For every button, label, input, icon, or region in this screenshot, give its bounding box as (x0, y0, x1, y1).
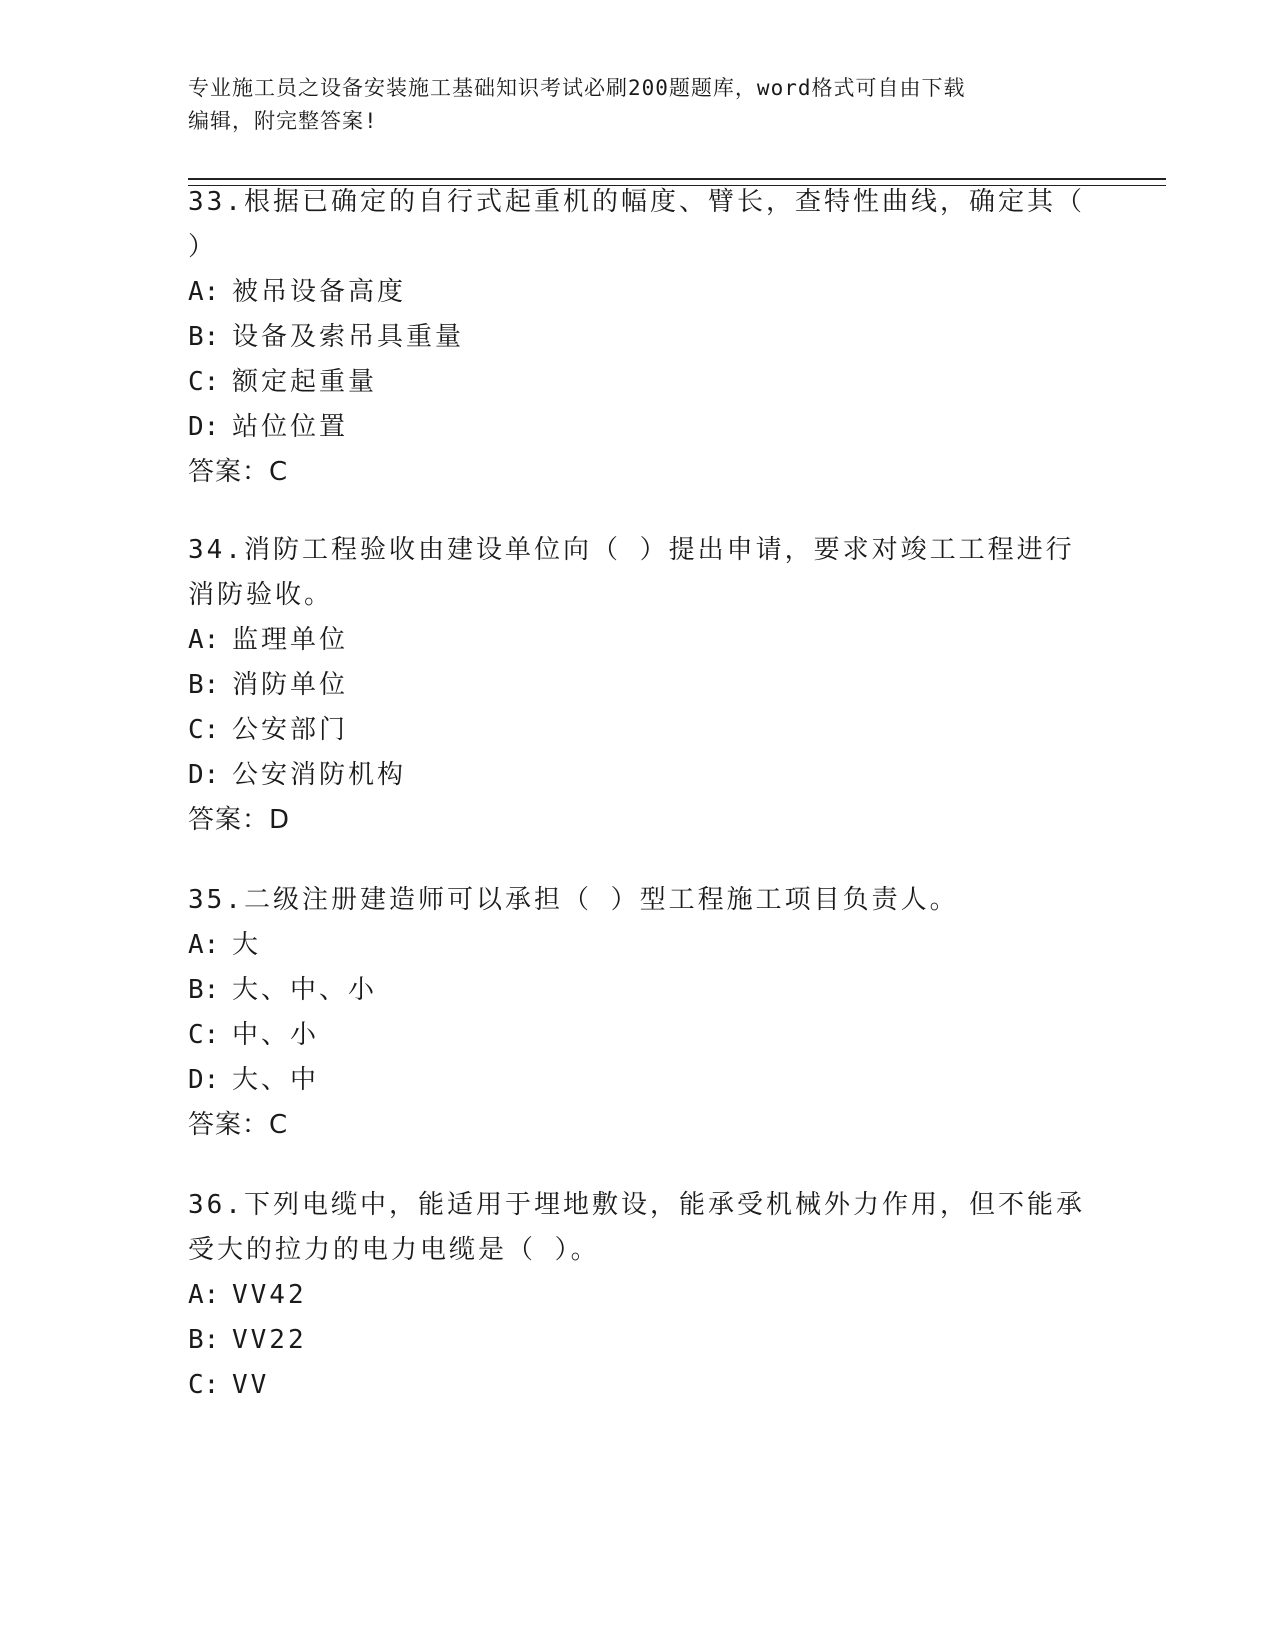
option-letter: A: (188, 277, 220, 307)
question-stem-line-1: 33.根据已确定的自行式起重机的幅度、臂长，查特性曲线，确定其（ (188, 187, 1085, 217)
option-d (188, 405, 1088, 450)
option-b (188, 968, 1088, 1013)
option-letter: C: (188, 367, 220, 397)
option-b (188, 663, 1088, 708)
answer-line: 答案：C (188, 457, 289, 487)
question-stem-line-2: 消防验收。 (188, 580, 334, 610)
option-c (188, 1363, 1088, 1408)
option-text: 大、中 (232, 1065, 320, 1095)
option-letter: B: (188, 975, 220, 1005)
option-b (188, 315, 1088, 360)
option-letter: A: (188, 1280, 220, 1310)
option-letter: B: (188, 322, 220, 352)
option-text: VV22 (232, 1325, 307, 1355)
option-letter: C: (188, 715, 220, 745)
option-text: 大、中、小 (232, 975, 378, 1005)
question-stem-line-2: 受大的拉力的电力电缆是（ ）。 (188, 1235, 600, 1265)
option-text: 公安部门 (232, 715, 349, 745)
option-text: 被吊设备高度 (232, 277, 407, 307)
option-text: 额定起重量 (232, 367, 378, 397)
option-d (188, 753, 1088, 798)
document-header (188, 72, 1088, 138)
header-title-line-1: 专业施工员之设备安装施工基础知识考试必刷200题题库，word格式可自由下载 (188, 76, 966, 100)
option-a (188, 1273, 1088, 1318)
option-text: 监理单位 (232, 625, 349, 655)
option-b (188, 1318, 1088, 1363)
option-text: 设备及索吊具重量 (232, 322, 465, 352)
question-33 (188, 180, 1088, 495)
option-letter: B: (188, 1325, 220, 1355)
option-c (188, 708, 1088, 753)
question-stem-line-1: 34.消防工程验收由建设单位向（ ）提出申请，要求对竣工工程进行 (188, 535, 1075, 565)
option-c (188, 360, 1088, 405)
option-text: 大 (232, 930, 262, 960)
option-letter: C: (188, 1020, 220, 1050)
question-stem-line-1: 36.下列电缆中，能适用于埋地敷设，能承受机械外力作用，但不能承 (188, 1190, 1085, 1220)
option-letter: B: (188, 670, 220, 700)
option-d (188, 1058, 1088, 1103)
header-title-line-2: 编辑，附完整答案! (188, 109, 378, 133)
option-text: VV42 (232, 1280, 307, 1310)
option-letter: D: (188, 1065, 220, 1095)
option-letter: A: (188, 625, 220, 655)
option-letter: C: (188, 1370, 220, 1400)
option-letter: A: (188, 930, 220, 960)
answer-line: 答案：C (188, 1110, 289, 1140)
option-text: 中、小 (232, 1020, 320, 1050)
question-stem-line-1: 35.二级注册建造师可以承担（ ）型工程施工项目负责人。 (188, 885, 959, 915)
question-35 (188, 878, 1088, 1148)
question-36 (188, 1183, 1088, 1408)
option-a (188, 270, 1088, 315)
option-text: 站位位置 (232, 412, 349, 442)
option-letter: D: (188, 412, 220, 442)
option-c (188, 1013, 1088, 1058)
question-34 (188, 528, 1088, 843)
question-stem-line-2: ） (188, 232, 218, 262)
answer-line: 答案：D (188, 805, 291, 835)
option-a (188, 923, 1088, 968)
option-text: VV (232, 1370, 270, 1400)
option-a (188, 618, 1088, 663)
option-text: 公安消防机构 (232, 760, 407, 790)
option-text: 消防单位 (232, 670, 349, 700)
option-letter: D: (188, 760, 220, 790)
